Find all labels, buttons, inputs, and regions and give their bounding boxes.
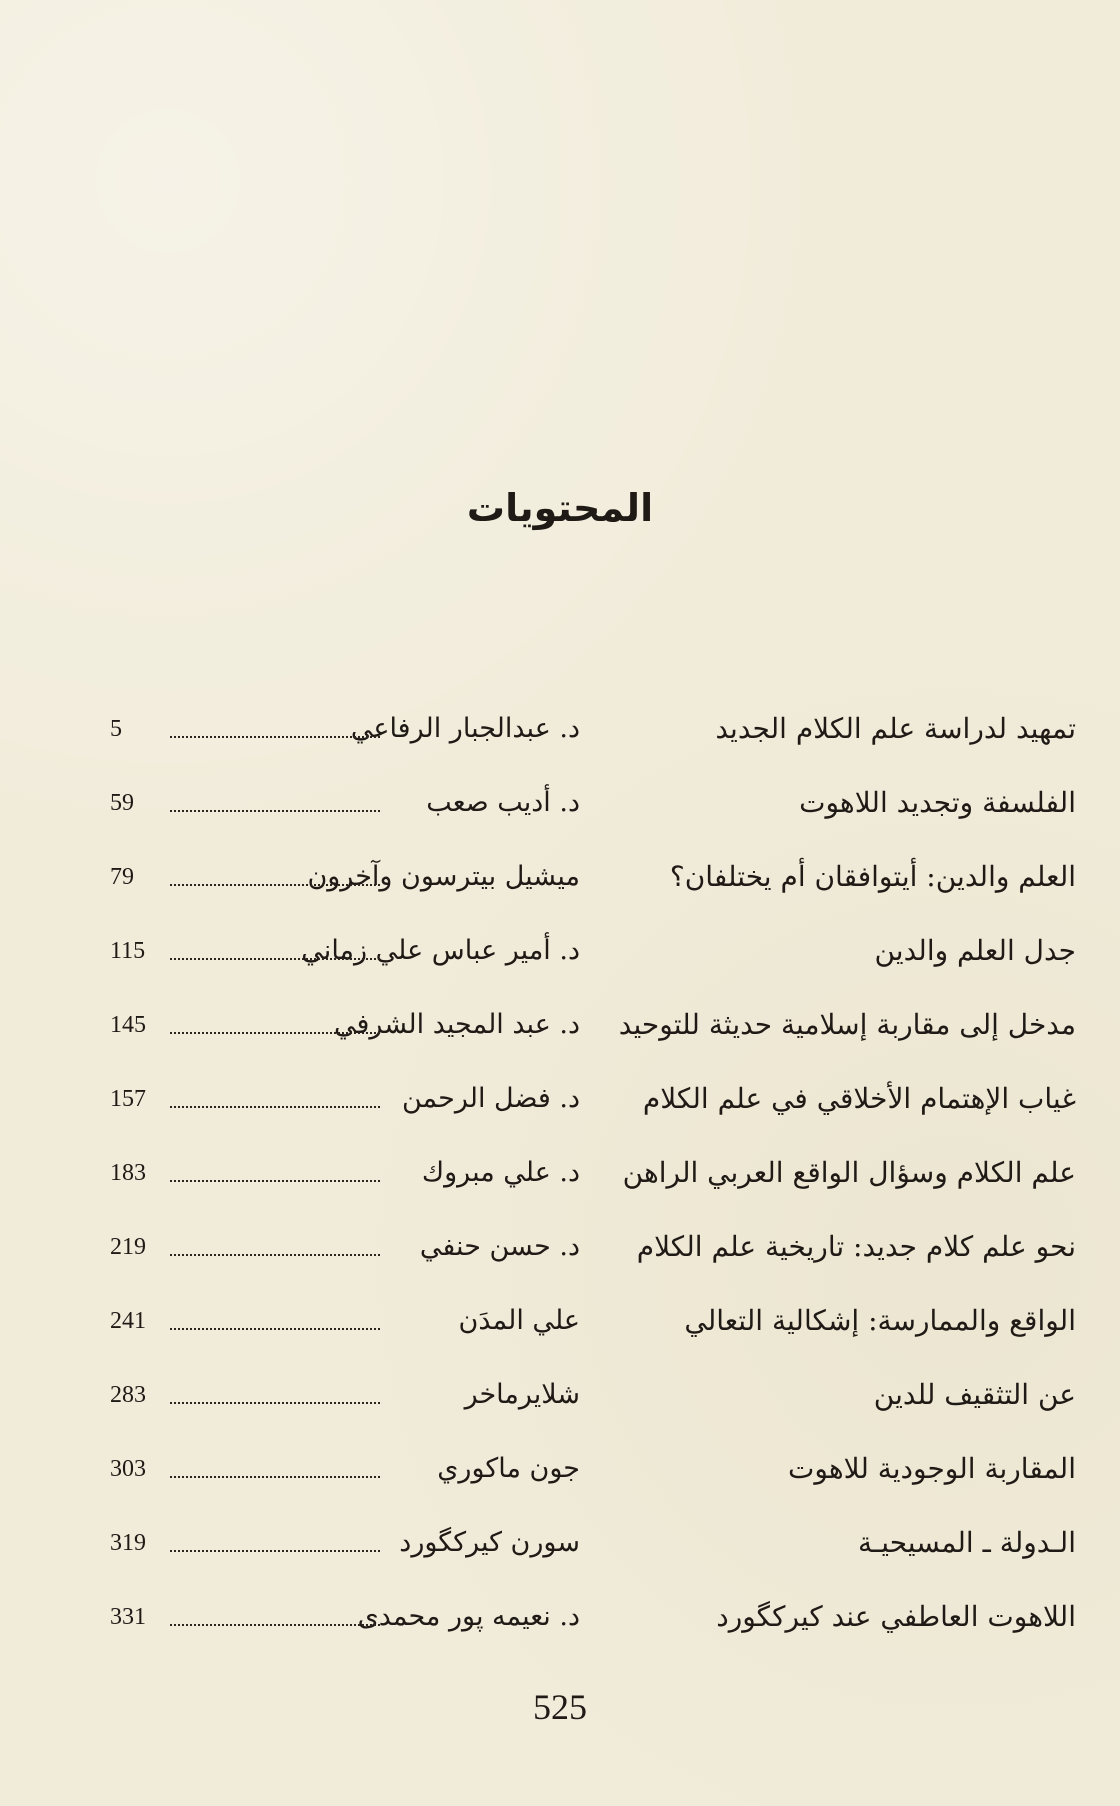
toc-entry-title: الفلسفة وتجديد اللاهوت [799, 786, 1076, 819]
toc-entry-author: د. حسن حنفي [419, 1231, 580, 1262]
toc-entry-author: شلايرماخر [464, 1379, 580, 1410]
toc-entry-title: المقاربة الوجودية للاهوت [788, 1452, 1076, 1485]
toc-row [100, 1299, 1080, 1373]
toc-entry-title: جدل العلم والدين [874, 934, 1076, 967]
table-of-contents [100, 707, 1080, 1667]
toc-entry-title: مدخل إلى مقاربة إسلامية حديثة للتوحيد [618, 1008, 1076, 1041]
toc-entry-author: ميشيل بيترسون وآخرون [307, 861, 580, 892]
dot-leader [170, 929, 380, 973]
dot-leader [170, 707, 380, 751]
toc-row [100, 707, 1080, 781]
toc-row [100, 1225, 1080, 1299]
dot-leader [170, 1447, 380, 1491]
toc-entry-author: د. أديب صعب [426, 787, 580, 818]
dot-leader [170, 1595, 380, 1639]
toc-entry-author: د. فضل الرحمن [401, 1083, 580, 1114]
dot-leader [170, 1077, 380, 1121]
toc-entry-author: د. علي مبروك [421, 1157, 580, 1188]
toc-row [100, 1003, 1080, 1077]
toc-page-number: 79 [110, 864, 134, 890]
toc-entry-author: د. نعيمه پور محمدى [357, 1601, 580, 1632]
dot-leader [170, 1151, 380, 1195]
toc-row [100, 1447, 1080, 1521]
toc-page-number: 183 [110, 1160, 146, 1186]
toc-page-number: 59 [110, 790, 134, 816]
toc-entry-title: اللاهوت العاطفي عند كيركگورد [716, 1600, 1076, 1633]
toc-row [100, 1077, 1080, 1151]
toc-row [100, 929, 1080, 1003]
toc-page-number: 319 [110, 1530, 146, 1556]
dot-leader [170, 1299, 380, 1343]
dot-leader [170, 1521, 380, 1565]
toc-row [100, 781, 1080, 855]
toc-entry-title: تمهيد لدراسة علم الكلام الجديد [715, 712, 1076, 745]
toc-entry-title: الواقع والممارسة: إشكالية التعالي [684, 1304, 1076, 1337]
toc-entry-title: نحو علم كلام جديد: تاريخية علم الكلام [636, 1230, 1076, 1263]
dot-leader [170, 1225, 380, 1269]
toc-page-number: 145 [110, 1012, 146, 1038]
toc-row [100, 1151, 1080, 1225]
toc-entry-title: علم الكلام وسؤال الواقع العربي الراهن [622, 1156, 1076, 1189]
page-title: المحتويات [466, 486, 654, 530]
footer-page-number: 525 [533, 1687, 587, 1727]
toc-entry-title: العلم والدين: أيتوافقان أم يختلفان؟ [669, 860, 1076, 893]
toc-entry-title: عن التثقيف للدين [873, 1378, 1076, 1411]
toc-entry-title: الـدولة ـ المسيحيـة [858, 1526, 1076, 1559]
dot-leader [170, 781, 380, 825]
dot-leader [170, 855, 380, 899]
toc-page-number: 283 [110, 1382, 146, 1408]
toc-entry-author: د. عبد المجيد الشرفي [334, 1009, 580, 1040]
toc-row [100, 855, 1080, 929]
toc-row [100, 1595, 1080, 1669]
toc-page-number: 331 [110, 1604, 146, 1630]
toc-page-number: 303 [110, 1456, 146, 1482]
dot-leader [170, 1373, 380, 1417]
toc-page-number: 5 [110, 716, 122, 742]
toc-page-number: 241 [110, 1308, 146, 1334]
toc-entry-author: علي المدَن [458, 1305, 580, 1336]
toc-page-number: 115 [110, 938, 146, 964]
toc-page-number: 157 [110, 1086, 146, 1112]
toc-row [100, 1521, 1080, 1595]
toc-entry-author: د. أمير عباس علي زماني [301, 935, 580, 966]
toc-page-number: 219 [110, 1234, 146, 1260]
toc-row [100, 1373, 1080, 1447]
dot-leader [170, 1003, 380, 1047]
toc-entry-title: غياب الإهتمام الأخلاقي في علم الكلام [642, 1082, 1076, 1115]
toc-entry-author: جون ماكوري [437, 1453, 580, 1484]
toc-entry-author: د. عبدالجبار الرفاعي [350, 713, 580, 744]
toc-entry-author: سورن كيركگورد [399, 1527, 580, 1558]
